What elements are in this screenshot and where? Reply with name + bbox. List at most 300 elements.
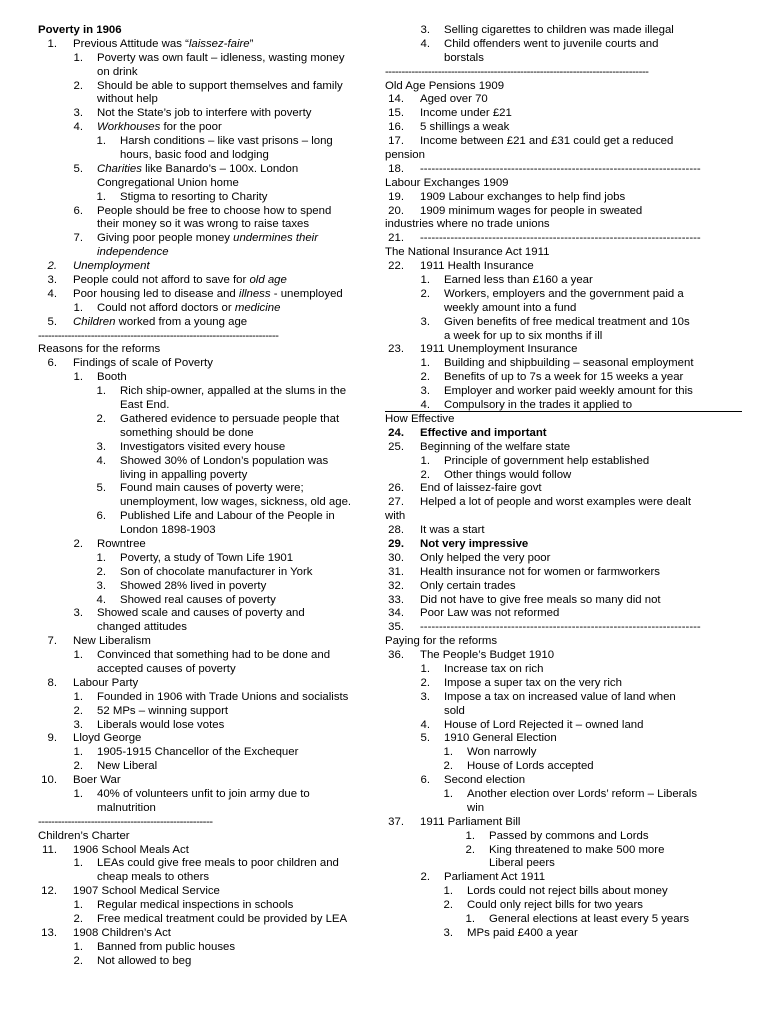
list-item	[385, 621, 742, 635]
item-text: Effective and important	[420, 426, 547, 439]
item-text: 52 MPs – winning support	[97, 704, 229, 717]
item-text: 1909 minimum wages for people in sweated	[420, 204, 643, 217]
item-text: something should be done	[120, 426, 254, 439]
list-item	[385, 260, 742, 274]
list-item-continuation	[385, 802, 742, 816]
item-number: 13.	[41, 926, 57, 939]
list-item	[385, 121, 742, 135]
list-item	[38, 52, 382, 66]
list-item	[38, 232, 382, 246]
list-item	[385, 552, 742, 566]
item-number: 11.	[42, 843, 57, 856]
item-text: Given benefits of free medical treatment and 10s	[444, 315, 690, 328]
list-item	[38, 580, 382, 594]
list-item	[38, 80, 382, 94]
list-item	[38, 455, 382, 469]
item-number: 1.	[73, 301, 83, 314]
item-number: 4.	[47, 287, 57, 300]
item-text: Another election over Lords’ reform – Liberals	[467, 787, 698, 800]
item-number: 2.	[73, 760, 83, 773]
item-text: House of Lords accepted	[467, 760, 594, 773]
item-text: malnutrition	[97, 801, 156, 814]
item-text: Increase tax on rich	[444, 662, 544, 675]
item-number: 4.	[96, 593, 106, 606]
item-text: Passed by commons and Lords	[489, 829, 649, 842]
item-text: 1906 School Meals Act	[73, 843, 189, 856]
list-item	[38, 691, 382, 705]
item-text: House of Lord Rejected it – owned land	[444, 718, 644, 731]
list-item-continuation	[38, 218, 382, 232]
list-item	[385, 163, 742, 177]
item-number: 1.	[73, 899, 83, 912]
item-number: 2.	[420, 676, 430, 689]
item-text: win	[467, 801, 485, 814]
list-item	[385, 38, 742, 52]
section-heading	[385, 510, 742, 524]
item-text: Only certain trades	[420, 579, 516, 592]
item-text: New Liberalism	[73, 635, 151, 648]
item-text: The People’s Budget 1910	[420, 649, 555, 662]
item-text: King threatened to make 500 more	[489, 843, 665, 856]
item-number: 3.	[47, 274, 57, 287]
item-text: changed attitudes	[97, 621, 187, 634]
item-text: Poverty was own fault – idleness, wasting money	[97, 51, 345, 64]
item-text: accepted causes of poverty	[97, 662, 236, 675]
item-text: Investigators visited every house	[120, 440, 286, 453]
item-text: Selling cigarettes to children was made illegal	[444, 24, 674, 36]
separator-line: -----------------------------------------------------	[38, 815, 213, 828]
section-heading	[385, 149, 742, 163]
item-number: 3.	[73, 718, 83, 731]
item-number: 3.	[73, 607, 83, 620]
item-text: industries where no trade unions	[385, 218, 550, 231]
list-item	[38, 413, 382, 427]
list-item-continuation	[38, 177, 382, 191]
list-item	[385, 524, 742, 538]
item-number: 2.	[443, 760, 453, 773]
item-number: 1.	[73, 51, 83, 64]
item-number: 37.	[388, 815, 404, 828]
item-text: Not the State’s job to interfere with poverty	[97, 107, 312, 120]
item-text: Workhouses for the poor	[97, 121, 222, 134]
list-item	[38, 552, 382, 566]
list-item	[385, 913, 742, 927]
item-text: sold	[444, 704, 465, 717]
list-item-continuation	[38, 663, 382, 677]
item-number: 1.	[73, 690, 83, 703]
item-text: Should be able to support themselves and family	[97, 79, 343, 92]
list-item	[38, 510, 382, 524]
list-item	[385, 205, 742, 219]
item-text: Old Age Pensions 1909	[385, 79, 505, 92]
item-number: 2.	[420, 287, 430, 300]
item-number: 31.	[388, 565, 404, 578]
item-number: 17.	[388, 135, 404, 148]
item-text: Parliament Act 1911	[444, 871, 546, 884]
item-number: 2.	[73, 537, 83, 550]
list-item	[385, 580, 742, 594]
item-number: 4.	[73, 121, 83, 134]
item-number: 27.	[388, 496, 404, 509]
item-number: 1.	[73, 746, 83, 759]
item-text: People could not afford to save for old age	[73, 274, 287, 287]
section-heading	[385, 177, 742, 191]
list-item	[385, 496, 742, 510]
list-item	[385, 649, 742, 663]
item-number: 1.	[73, 649, 83, 662]
item-number: 1.	[96, 385, 106, 398]
list-item	[385, 93, 742, 107]
item-text: Paying for the reforms	[385, 635, 498, 648]
item-number: 1.	[47, 37, 57, 50]
item-text: Published Life and Labour of the People in	[120, 510, 335, 523]
list-item	[38, 38, 382, 52]
item-text: their money so it was wrong to raise taxes	[97, 218, 310, 231]
list-item	[38, 746, 382, 760]
section-heading	[385, 413, 742, 427]
item-number: 36.	[388, 649, 404, 662]
section-heading	[38, 24, 382, 38]
list-item	[385, 774, 742, 788]
list-item	[38, 107, 382, 121]
item-text: Poor housing led to disease and illness - unemployed	[73, 287, 343, 300]
item-number: 6.	[96, 510, 106, 523]
item-number: 1.	[420, 274, 430, 287]
item-number: 1.	[465, 913, 475, 925]
item-text: End of laissez-faire govt	[420, 482, 542, 495]
item-text: Poverty in 1906	[38, 24, 122, 36]
section-rule	[385, 411, 742, 412]
list-item-continuation	[38, 66, 382, 80]
item-number: 35.	[388, 621, 404, 634]
list-item	[38, 941, 382, 955]
list-item	[38, 538, 382, 552]
list-item-continuation	[38, 399, 382, 413]
item-number: 3.	[420, 24, 430, 36]
item-text: Poverty, a study of Town Life 1901	[120, 551, 294, 564]
item-number: 2.	[443, 899, 453, 912]
item-text: MPs paid £400 a year	[467, 926, 578, 939]
separator-line: -------------------------------------------------------------------------	[38, 329, 279, 342]
list-item	[385, 760, 742, 774]
item-text: People should be free to choose how to spend	[97, 204, 332, 217]
item-number: 2.	[73, 913, 83, 925]
list-item	[385, 830, 742, 844]
item-number: 3.	[420, 385, 430, 398]
item-number: 5.	[96, 482, 106, 495]
item-number: 2.	[73, 704, 83, 717]
item-text: Children worked from a young age	[73, 315, 248, 328]
list-item	[38, 302, 382, 316]
item-text: Rowntree	[97, 537, 146, 550]
item-text: Charities like Banardo’s – 100x. London	[97, 162, 299, 175]
item-number: 2.	[420, 371, 430, 384]
item-number: 18.	[388, 162, 404, 175]
item-number: 28.	[388, 524, 404, 537]
item-text: 1909 Labour exchanges to help find jobs	[420, 190, 626, 203]
item-number: 7.	[73, 232, 83, 245]
list-item	[38, 774, 382, 788]
list-item	[38, 899, 382, 913]
item-text: Income between £21 and £31 could get a reduced	[420, 135, 674, 148]
list-item	[385, 594, 742, 608]
item-number: 9.	[47, 732, 57, 745]
list-item	[38, 594, 382, 608]
item-text: 1910 General Election	[444, 732, 557, 745]
list-item-continuation	[385, 330, 742, 344]
list-item	[38, 913, 382, 927]
item-number: 20.	[388, 204, 404, 217]
item-text: Not allowed to beg	[97, 954, 192, 967]
list-item	[385, 107, 742, 121]
item-text: Impose a super tax on the very rich	[444, 676, 622, 689]
item-number: 1.	[420, 357, 430, 370]
list-item	[38, 163, 382, 177]
list-item	[385, 316, 742, 330]
list-item	[385, 788, 742, 802]
item-text: Liberal peers	[489, 857, 555, 870]
item-text: Labour Party	[73, 676, 139, 689]
item-text: Rich ship-owner, appalled at the slums in the	[120, 385, 347, 398]
list-item	[385, 746, 742, 760]
item-text: 5 shillings a weak	[420, 121, 510, 134]
item-number: 6.	[420, 774, 430, 787]
item-text: 1911 Unemployment Insurance	[420, 343, 578, 356]
item-number: 8.	[47, 676, 57, 689]
item-text: pension	[385, 149, 425, 162]
item-text: Benefits of up to 7s a week for 15 weeks a year	[444, 371, 684, 384]
list-item	[38, 441, 382, 455]
item-number: 4.	[96, 454, 106, 467]
item-text: Income under £21	[420, 107, 512, 120]
item-number: 3.	[420, 690, 430, 703]
section-heading	[38, 343, 382, 357]
list-item	[385, 135, 742, 149]
item-text: Harsh conditions – like vast prisons – long	[120, 135, 333, 148]
item-text: borstals	[444, 51, 484, 64]
list-item	[38, 705, 382, 719]
list-item	[385, 371, 742, 385]
item-text: Lords could not reject bills about money	[467, 885, 668, 898]
item-text: Regular medical inspections in schools	[97, 899, 294, 912]
item-number: 10.	[41, 774, 57, 787]
list-item	[385, 816, 742, 830]
section-heading	[385, 218, 742, 232]
item-text: New Liberal	[97, 760, 158, 773]
list-item	[38, 566, 382, 580]
item-number: 7.	[47, 635, 57, 648]
list-item	[385, 385, 742, 399]
item-number: 2.	[465, 843, 475, 856]
list-item	[38, 857, 382, 871]
item-number: 1.	[96, 135, 106, 148]
list-item	[385, 232, 742, 246]
list-item-continuation	[38, 427, 382, 441]
list-item	[385, 274, 742, 288]
item-text: on drink	[97, 65, 138, 78]
list-item	[385, 663, 742, 677]
item-text: --------------------------------------------------------------------------	[420, 232, 701, 245]
item-text: Not very impressive	[420, 537, 529, 550]
item-number: 23.	[388, 343, 404, 356]
item-number: 15.	[388, 107, 404, 120]
item-number: 21.	[388, 232, 404, 245]
item-text: It was a start	[420, 524, 485, 537]
item-number: 3.	[73, 107, 83, 120]
list-item-continuation	[38, 621, 382, 635]
item-number: 14.	[388, 93, 404, 106]
item-number: 6.	[73, 204, 83, 217]
item-text: Workers, employers and the government paid a	[444, 287, 684, 300]
item-number: 2.	[96, 412, 106, 425]
item-number: 32.	[388, 579, 404, 592]
list-item	[38, 955, 382, 969]
item-text: Did not have to give free meals so many did not	[420, 593, 661, 606]
list-item-continuation	[385, 52, 742, 66]
list-item-continuation	[38, 524, 382, 538]
list-item	[38, 121, 382, 135]
item-number: 5.	[47, 315, 57, 328]
item-text: Other things would follow	[444, 468, 572, 481]
list-item	[385, 288, 742, 302]
notes-column-left	[38, 24, 382, 969]
item-text: Lloyd George	[73, 732, 142, 745]
list-item	[385, 871, 742, 885]
item-number: 34.	[388, 607, 404, 620]
list-item	[38, 788, 382, 802]
item-text: Booth	[97, 371, 127, 384]
list-item	[38, 677, 382, 691]
item-text: How Effective	[385, 412, 455, 425]
list-item-continuation	[38, 496, 382, 510]
item-text: Health insurance not for women or farmworkers	[420, 565, 660, 578]
list-item	[38, 844, 382, 858]
section-heading	[385, 635, 742, 649]
item-number: 1.	[73, 857, 83, 870]
item-text: Giving poor people money undermines their	[97, 232, 318, 245]
list-item-continuation	[385, 302, 742, 316]
list-item	[385, 927, 742, 941]
list-item	[385, 885, 742, 899]
item-text: 1911 Parliament Bill	[420, 815, 521, 828]
item-text: Liberals would lose votes	[97, 718, 225, 731]
item-number: 1.	[96, 551, 106, 564]
item-text: Son of chocolate manufacturer in York	[120, 565, 313, 578]
item-text: a week for up to six months if ill	[444, 329, 603, 342]
item-text: Gathered evidence to persuade people that	[120, 412, 340, 425]
item-text: Could only reject bills for two years	[467, 899, 643, 912]
list-item	[38, 607, 382, 621]
list-item	[38, 927, 382, 941]
item-number: 16.	[388, 121, 404, 134]
item-text: 1905-1915 Chancellor of the Exchequer	[97, 746, 299, 759]
item-number: 4.	[420, 37, 430, 50]
item-text: Earned less than £160 a year	[444, 274, 593, 287]
item-text: cheap meals to others	[97, 871, 210, 884]
list-item	[38, 649, 382, 663]
list-item-continuation	[38, 149, 382, 163]
item-number: 33.	[388, 593, 404, 606]
list-item	[38, 357, 382, 371]
item-text: The National Insurance Act 1911	[385, 246, 550, 259]
item-number: 22.	[388, 260, 404, 273]
item-text: Employer and worker paid weekly amount for this	[444, 385, 693, 398]
list-item	[385, 538, 742, 552]
list-item	[38, 191, 382, 205]
notes-column-right	[385, 24, 742, 941]
item-number: 12.	[41, 885, 57, 898]
item-number: 19.	[388, 190, 404, 203]
item-text: Free medical treatment could be provided by LEA	[97, 913, 348, 925]
item-text: Beginning of the welfare state	[420, 440, 571, 453]
item-number: 24.	[388, 426, 404, 439]
item-text: weekly amount into a fund	[444, 301, 577, 314]
list-item	[385, 607, 742, 621]
item-text: 1907 School Medical Service	[73, 885, 220, 898]
item-number: 30.	[388, 551, 404, 564]
item-number: 5.	[420, 732, 430, 745]
item-number: 2.	[96, 565, 106, 578]
item-number: 1.	[443, 746, 453, 759]
item-number: 5.	[73, 162, 83, 175]
item-text: Building and shipbuilding – seasonal employment	[444, 357, 694, 370]
list-item-continuation	[38, 469, 382, 483]
list-item	[385, 191, 742, 205]
list-item-continuation	[385, 705, 742, 719]
list-item-continuation	[38, 871, 382, 885]
item-text: Banned from public houses	[97, 940, 236, 953]
item-text: --------------------------------------------------------------------------	[420, 162, 701, 175]
item-text: Labour Exchanges 1909	[385, 176, 509, 189]
item-text: without help	[97, 93, 158, 106]
item-text: Reasons for the reforms	[38, 343, 161, 356]
item-number: 1.	[443, 885, 453, 898]
list-item	[38, 760, 382, 774]
item-number: 6.	[47, 357, 57, 370]
item-text: Unemployment	[73, 260, 150, 273]
item-number: 2.	[73, 954, 83, 967]
item-text: independence	[97, 246, 169, 259]
item-text: Stigma to resorting to Charity	[120, 190, 268, 203]
list-item	[385, 844, 742, 858]
item-text: Congregational Union home	[97, 176, 239, 189]
list-item-continuation	[38, 93, 382, 107]
item-text: LEAs could give free meals to poor children and	[97, 857, 339, 870]
item-number: 2.	[420, 468, 430, 481]
item-number: 2.	[47, 260, 57, 273]
list-item	[385, 482, 742, 496]
item-text: Showed scale and causes of poverty and	[97, 607, 305, 620]
item-text: Showed 28% lived in poverty	[120, 579, 267, 592]
list-item	[385, 566, 742, 580]
item-text: East End.	[120, 399, 170, 412]
list-item	[38, 635, 382, 649]
list-item	[385, 427, 742, 441]
item-text: Founded in 1906 with Trade Unions and socialists	[97, 690, 349, 703]
list-item	[38, 885, 382, 899]
item-text: Could not afford doctors or medicine	[97, 301, 281, 314]
item-text: --------------------------------------------------------------------------	[420, 621, 701, 634]
item-text: living in appalling poverty	[120, 468, 248, 481]
item-number: 1.	[420, 454, 430, 467]
separator-line: --------------------------------------------------------------------------------	[385, 65, 649, 78]
item-text: Impose a tax on increased value of land when	[444, 690, 676, 703]
item-text: 1911 Health Insurance	[420, 260, 534, 273]
item-text: Second election	[444, 774, 526, 787]
list-item-continuation	[38, 802, 382, 816]
list-item	[38, 482, 382, 496]
section-heading	[38, 830, 382, 844]
